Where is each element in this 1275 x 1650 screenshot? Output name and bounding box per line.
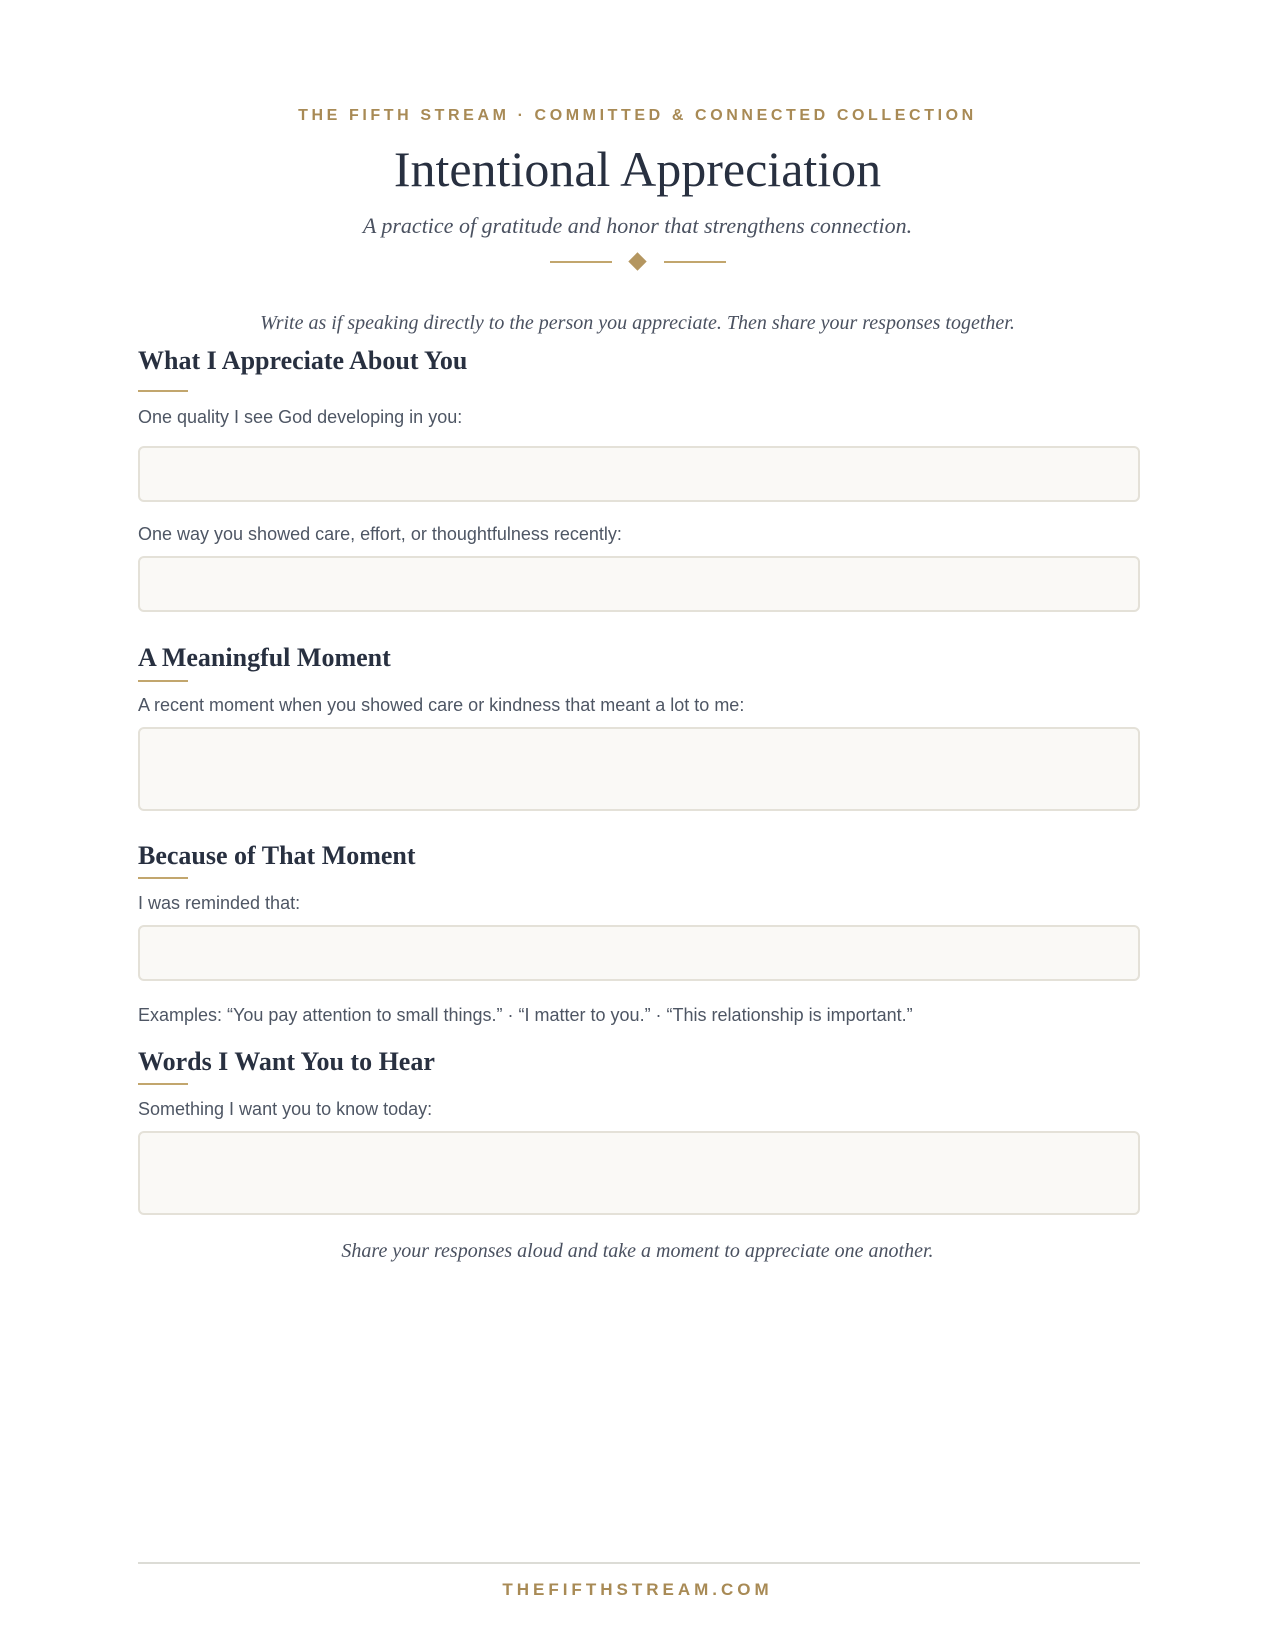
section-title-meaningful-moment: A Meaningful Moment bbox=[138, 643, 391, 672]
prompt-label-reminded: I was reminded that: bbox=[138, 893, 301, 913]
prompt-label-recent-moment: A recent moment when you showed care or kindness that meant a lot to me: bbox=[138, 695, 745, 715]
section-title-words: Words I Want You to Hear bbox=[138, 1047, 435, 1076]
section-rule bbox=[138, 390, 188, 392]
intro-instructions: Write as if speaking directly to the person you appreciate. Then share your responses together. bbox=[260, 312, 1015, 334]
recent-moment-field[interactable] bbox=[138, 727, 1140, 811]
section-rule bbox=[138, 1083, 188, 1085]
know-today-field[interactable] bbox=[138, 1131, 1140, 1215]
section-rule bbox=[138, 877, 188, 879]
prompt-label-know-today: Something I want you to know today: bbox=[138, 1099, 433, 1119]
prompt-label-care: One way you showed care, effort, or thoughtfulness recently: bbox=[138, 524, 622, 544]
reminded-that-field[interactable] bbox=[138, 925, 1140, 981]
page-subtitle: A practice of gratitude and honor that strengthens connection. bbox=[362, 213, 913, 238]
collection-eyebrow: THE FIFTH STREAM · COMMITTED & CONNECTED COLLECTION bbox=[298, 107, 977, 124]
ornament-left-rule bbox=[550, 261, 612, 263]
page-title: Intentional Appreciation bbox=[393, 141, 882, 197]
closing-instructions: Share your responses aloud and take a moment to appreciate one another. bbox=[341, 1240, 934, 1262]
footer-website: THEFIFTHSTREAM.COM bbox=[502, 1580, 773, 1599]
examples-text: Examples: “You pay attention to small things.” · “I matter to you.” · “This relationship is important.” bbox=[138, 1005, 913, 1025]
section-rule bbox=[138, 680, 188, 682]
footer-divider bbox=[138, 1562, 1140, 1564]
care-effort-field[interactable] bbox=[138, 556, 1140, 612]
diamond-icon bbox=[628, 252, 646, 270]
prompt-label-quality: One quality I see God developing in you: bbox=[138, 407, 463, 427]
quality-field[interactable] bbox=[138, 446, 1140, 502]
section-title-because-moment: Because of That Moment bbox=[138, 841, 416, 870]
title-ornament bbox=[550, 253, 726, 271]
section-title-appreciate: What I Appreciate About You bbox=[138, 346, 468, 375]
ornament-right-rule bbox=[664, 261, 726, 263]
